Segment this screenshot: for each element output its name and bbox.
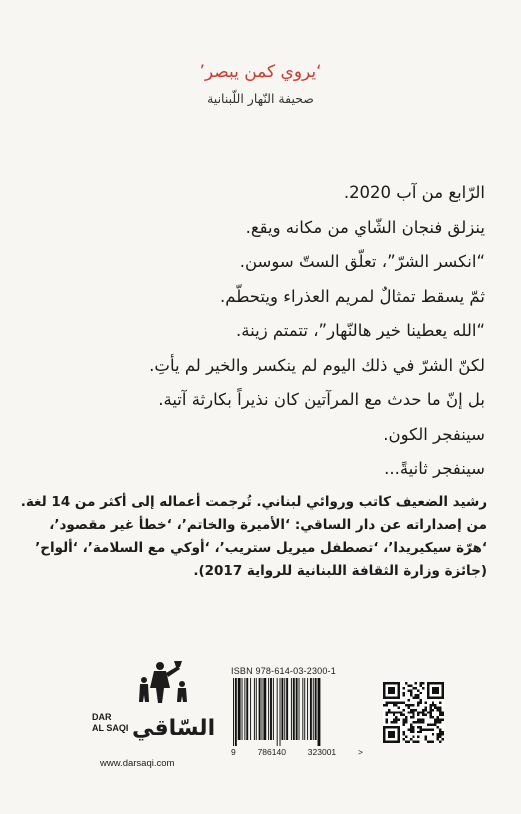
qr-module bbox=[417, 697, 419, 699]
qr-module bbox=[385, 704, 387, 706]
qr-module bbox=[410, 726, 412, 728]
qr-module bbox=[398, 706, 400, 708]
qr-module bbox=[432, 716, 434, 718]
qr-module bbox=[407, 728, 409, 730]
qr-module bbox=[385, 714, 387, 716]
qr-module bbox=[424, 702, 426, 704]
barcode-bar bbox=[318, 678, 321, 746]
qr-module bbox=[385, 702, 387, 704]
qr-module bbox=[403, 714, 405, 716]
qr-module bbox=[400, 711, 402, 713]
qr-module bbox=[390, 702, 392, 704]
qr-module bbox=[417, 726, 419, 728]
qr-module bbox=[420, 684, 422, 686]
qr-module bbox=[417, 719, 419, 721]
barcode-bar bbox=[286, 678, 288, 740]
qr-module bbox=[437, 738, 439, 740]
qr-module bbox=[439, 741, 441, 743]
qr-module bbox=[393, 714, 395, 716]
qr-module bbox=[407, 699, 409, 701]
qr-module bbox=[393, 702, 395, 704]
barcode-bar bbox=[233, 678, 234, 746]
qr-module bbox=[437, 733, 439, 735]
qr-module bbox=[393, 711, 395, 713]
qr-module bbox=[407, 706, 409, 708]
qr-module bbox=[395, 704, 397, 706]
qr-module bbox=[434, 723, 436, 725]
qr-module bbox=[415, 682, 417, 684]
qr-module bbox=[417, 741, 419, 743]
qr-module bbox=[412, 711, 414, 713]
barcode-bar bbox=[268, 678, 269, 740]
qr-module bbox=[412, 704, 414, 706]
qr-module bbox=[427, 728, 429, 730]
qr-module bbox=[422, 721, 424, 723]
qr-module bbox=[393, 721, 395, 723]
qr-module bbox=[427, 711, 429, 713]
qr-module bbox=[417, 702, 419, 704]
qr-module bbox=[417, 689, 419, 691]
qr-module bbox=[405, 716, 407, 718]
barcode-bar bbox=[242, 678, 243, 740]
barcode-bar bbox=[284, 678, 285, 740]
qr-module bbox=[415, 694, 417, 696]
qr-module bbox=[424, 736, 426, 738]
qr-module bbox=[422, 687, 424, 689]
barcode-bar bbox=[270, 678, 272, 740]
qr-module bbox=[422, 714, 424, 716]
qr-module bbox=[403, 709, 405, 711]
excerpt-line: ينزلق فنجان الشّاي من مكانه ويقع. bbox=[245, 217, 485, 237]
barcode-bar bbox=[262, 678, 263, 740]
qr-module bbox=[420, 721, 422, 723]
qr-module bbox=[403, 723, 405, 725]
barcode-bar bbox=[235, 678, 237, 746]
qr-module bbox=[415, 697, 417, 699]
qr-module bbox=[420, 711, 422, 713]
qr-module bbox=[424, 738, 426, 740]
qr-module bbox=[424, 714, 426, 716]
barcode-bar bbox=[256, 678, 257, 740]
qr-module bbox=[403, 733, 405, 735]
qr-module bbox=[412, 697, 414, 699]
qr-module bbox=[417, 711, 419, 713]
qr-module bbox=[437, 719, 439, 721]
excerpt-line: ثمّ يسقط تمثالٌ لمريم العذراء ويتحطّم. bbox=[220, 286, 485, 306]
qr-module bbox=[415, 687, 417, 689]
qr-module bbox=[410, 694, 412, 696]
qr-module bbox=[398, 702, 400, 704]
qr-module bbox=[410, 689, 412, 691]
qr-module bbox=[407, 689, 409, 691]
qr-module bbox=[410, 723, 412, 725]
qr-module bbox=[412, 736, 414, 738]
logo-arabic: السّاقي bbox=[132, 716, 216, 741]
qr-module bbox=[417, 714, 419, 716]
qr-module bbox=[439, 721, 441, 723]
excerpt-line: الرّابع من آب 2020. bbox=[343, 183, 485, 202]
qr-module bbox=[417, 704, 419, 706]
qr-module bbox=[407, 704, 409, 706]
qr-module bbox=[437, 716, 439, 718]
qr-module bbox=[434, 719, 436, 721]
qr-module bbox=[412, 716, 414, 718]
barcode-bar bbox=[250, 678, 251, 740]
barcode-bar bbox=[307, 678, 308, 740]
qr-module bbox=[417, 694, 419, 696]
qr-module bbox=[403, 721, 405, 723]
qr-module bbox=[442, 719, 444, 721]
logo-text bbox=[92, 712, 128, 734]
publisher-logo bbox=[92, 658, 222, 758]
qr-module bbox=[403, 719, 405, 721]
barcode-bar bbox=[315, 678, 317, 740]
qr-module bbox=[383, 704, 385, 706]
qr-module bbox=[412, 741, 414, 743]
qr-module bbox=[420, 731, 422, 733]
qr-module bbox=[410, 728, 412, 730]
qr-module bbox=[432, 687, 439, 694]
qr-module bbox=[439, 711, 441, 713]
barcode-digit: 786140 bbox=[257, 747, 286, 757]
barcode-bar bbox=[254, 678, 255, 740]
barcode-block bbox=[231, 666, 363, 757]
qr-module bbox=[427, 741, 429, 743]
qr-module bbox=[410, 711, 412, 713]
barcode-bar bbox=[273, 678, 274, 740]
qr-module bbox=[415, 721, 417, 723]
qr-module bbox=[439, 733, 441, 735]
qr-module bbox=[422, 711, 424, 713]
qr-module bbox=[395, 702, 397, 704]
qr-module bbox=[412, 726, 414, 728]
qr-module bbox=[429, 741, 431, 743]
qr-module bbox=[439, 719, 441, 721]
qr-module bbox=[388, 711, 390, 713]
logo-alsaqi-line: AL SAQI bbox=[92, 723, 129, 733]
barcode-bar bbox=[313, 678, 314, 740]
review-source: صحيفة النّهار اللّبنانية bbox=[207, 91, 314, 106]
qr-module bbox=[415, 741, 417, 743]
qr-module bbox=[417, 721, 419, 723]
barcode-bar bbox=[280, 678, 281, 746]
barcode-bar bbox=[296, 678, 298, 740]
barcode-digit: > bbox=[358, 747, 363, 757]
qr-module bbox=[429, 704, 431, 706]
qr-module bbox=[424, 728, 426, 730]
excerpt-line: “الله يعطينا خير هالنّهار”، تتمتم زينة. bbox=[236, 321, 485, 340]
qr-module bbox=[405, 741, 407, 743]
qr-module bbox=[429, 728, 431, 730]
barcode-bar bbox=[310, 678, 312, 740]
qr-module bbox=[432, 723, 434, 725]
barcode-bar bbox=[281, 678, 283, 740]
review-quote: ‘يروي كمن يبصر’ bbox=[199, 62, 322, 82]
qr-module bbox=[403, 731, 405, 733]
excerpt-line: سينفجر الكون. bbox=[383, 424, 485, 444]
qr-module bbox=[412, 721, 414, 723]
qr-module bbox=[420, 702, 422, 704]
qr-module bbox=[405, 719, 407, 721]
qr-module bbox=[417, 731, 419, 733]
qr-code-icon bbox=[383, 682, 444, 743]
excerpt-block bbox=[25, 176, 485, 487]
qr-module bbox=[434, 706, 436, 708]
qr-module bbox=[395, 711, 397, 713]
barcode-bar bbox=[263, 678, 266, 740]
qr-module bbox=[415, 709, 417, 711]
qr-module bbox=[403, 694, 405, 696]
qr-module bbox=[434, 721, 436, 723]
qr-module bbox=[422, 709, 424, 711]
qr-module bbox=[410, 692, 412, 694]
barcode-digit: 9 bbox=[231, 747, 236, 757]
qr-module bbox=[398, 711, 400, 713]
qr-module bbox=[424, 706, 426, 708]
qr-module bbox=[420, 728, 422, 730]
qr-module bbox=[439, 706, 441, 708]
qr-module bbox=[398, 719, 400, 721]
qr-module bbox=[400, 714, 402, 716]
qr-module bbox=[439, 736, 441, 738]
author-bio bbox=[17, 491, 487, 583]
qr-module bbox=[403, 692, 405, 694]
qr-module bbox=[390, 711, 392, 713]
qr-module bbox=[410, 709, 412, 711]
qr-module bbox=[424, 709, 426, 711]
qr-module bbox=[393, 704, 395, 706]
barcode-bar bbox=[302, 678, 303, 740]
isbn-label: ISBN 978-614-03-2300-1 bbox=[231, 666, 336, 676]
qr-module bbox=[432, 709, 434, 711]
qr-module bbox=[439, 702, 441, 704]
qr-module bbox=[442, 711, 444, 713]
qr-module bbox=[442, 738, 444, 740]
bio-line: ‘هرّة سيكيريدا’، ‘تصطفل ميريل ستريب’، ‘أوكي مع السلامة’، ‘ألواح’ bbox=[35, 540, 487, 556]
qr-module bbox=[385, 719, 387, 721]
qr-module bbox=[400, 702, 402, 704]
qr-module bbox=[437, 709, 439, 711]
qr-module bbox=[429, 711, 431, 713]
barcode-bar bbox=[293, 678, 295, 740]
qr-module bbox=[410, 731, 412, 733]
qr-module bbox=[388, 687, 395, 694]
qr-module bbox=[395, 721, 397, 723]
qr-module bbox=[437, 721, 439, 723]
qr-module bbox=[427, 723, 429, 725]
barcode-bar bbox=[277, 678, 278, 746]
barcode-bar bbox=[238, 678, 241, 740]
bio-line: رشيد الضعيف كاتب وروائي لبناني. تُرجمت أعماله إلى أكثر من 14 لغة. bbox=[20, 494, 487, 510]
excerpt-line: سينفجر ثانيةً... bbox=[384, 459, 485, 478]
qr-module bbox=[395, 719, 397, 721]
barcode-bar bbox=[246, 678, 248, 740]
qr-module bbox=[403, 687, 405, 689]
qr-module bbox=[388, 709, 390, 711]
qr-module bbox=[393, 719, 395, 721]
qr-module bbox=[437, 706, 439, 708]
qr-module bbox=[439, 714, 441, 716]
qr-module bbox=[432, 704, 434, 706]
qr-module bbox=[429, 716, 431, 718]
qr-module bbox=[410, 716, 412, 718]
qr-module bbox=[442, 731, 444, 733]
qr-module bbox=[422, 728, 424, 730]
excerpt-line: “انكسر الشرّ”، تعلّق الستّ سوسن. bbox=[239, 252, 485, 271]
qr-module bbox=[420, 699, 422, 701]
qr-module bbox=[410, 684, 412, 686]
publisher-website: www.darsaqi.com bbox=[100, 758, 175, 769]
qr-module bbox=[439, 731, 441, 733]
qr-module bbox=[417, 736, 419, 738]
qr-module bbox=[422, 682, 424, 684]
barcode-icon bbox=[231, 678, 359, 746]
qr-module bbox=[405, 682, 407, 684]
qr-module bbox=[395, 716, 397, 718]
qr-module bbox=[432, 741, 434, 743]
qr-module bbox=[388, 702, 390, 704]
qr-module bbox=[432, 728, 434, 730]
qr-module bbox=[405, 736, 407, 738]
qr-module bbox=[439, 728, 441, 730]
barcode-digit: 323001 bbox=[307, 747, 337, 757]
qr-module bbox=[403, 738, 405, 740]
qr-module bbox=[442, 733, 444, 735]
qr-module bbox=[410, 738, 412, 740]
qr-module bbox=[407, 684, 409, 686]
qr-module bbox=[412, 687, 414, 689]
qr-module bbox=[405, 721, 407, 723]
qr-module bbox=[412, 714, 414, 716]
barcode-bar bbox=[259, 678, 261, 740]
barcode-bar bbox=[291, 678, 292, 740]
barcode-digits bbox=[231, 747, 363, 757]
qr-module bbox=[403, 702, 405, 704]
qr-module bbox=[429, 706, 431, 708]
excerpt-line: لكنّ الشرّ في ذلك اليوم لم ينكسر والخير لم يأتِ. bbox=[149, 355, 485, 375]
barcode-bar bbox=[244, 678, 245, 740]
qr-module bbox=[405, 704, 407, 706]
bio-line: (جائزة وزارة الثقافة اللبنانية للرواية 2017). bbox=[193, 563, 487, 579]
qr-module bbox=[420, 719, 422, 721]
qr-module bbox=[429, 714, 431, 716]
qr-module bbox=[385, 721, 387, 723]
qr-module bbox=[434, 704, 436, 706]
qr-module bbox=[388, 731, 395, 738]
qr-module bbox=[407, 711, 409, 713]
qr-module bbox=[412, 709, 414, 711]
qr-module bbox=[437, 736, 439, 738]
qr-module bbox=[420, 682, 422, 684]
barcode-bar bbox=[304, 678, 305, 740]
qr-module bbox=[407, 741, 409, 743]
excerpt-line: بل إنّ ما حدث مع المرآتين كان نذيراً بكارثة آتية. bbox=[158, 390, 485, 409]
logo-figures-icon bbox=[92, 658, 222, 716]
qr-module bbox=[412, 728, 414, 730]
qr-module bbox=[420, 726, 422, 728]
qr-module bbox=[432, 733, 434, 735]
qr-module bbox=[437, 726, 439, 728]
qr-module bbox=[385, 711, 387, 713]
qr-module bbox=[429, 723, 431, 725]
qr-module bbox=[422, 719, 424, 721]
qr-module bbox=[432, 702, 434, 704]
bio-line: من إصداراته عن دار الساقي: ‘الأميرة والخاتم’، ‘خطأ غير مقصود’، bbox=[49, 517, 487, 533]
qr-module bbox=[420, 692, 422, 694]
qr-module bbox=[439, 709, 441, 711]
qr-module bbox=[412, 731, 414, 733]
logo-dar-line: DAR bbox=[92, 712, 112, 722]
barcode-bar bbox=[299, 678, 300, 740]
qr-module bbox=[442, 714, 444, 716]
qr-module bbox=[429, 709, 431, 711]
qr-module bbox=[390, 721, 392, 723]
qr-module bbox=[410, 704, 412, 706]
